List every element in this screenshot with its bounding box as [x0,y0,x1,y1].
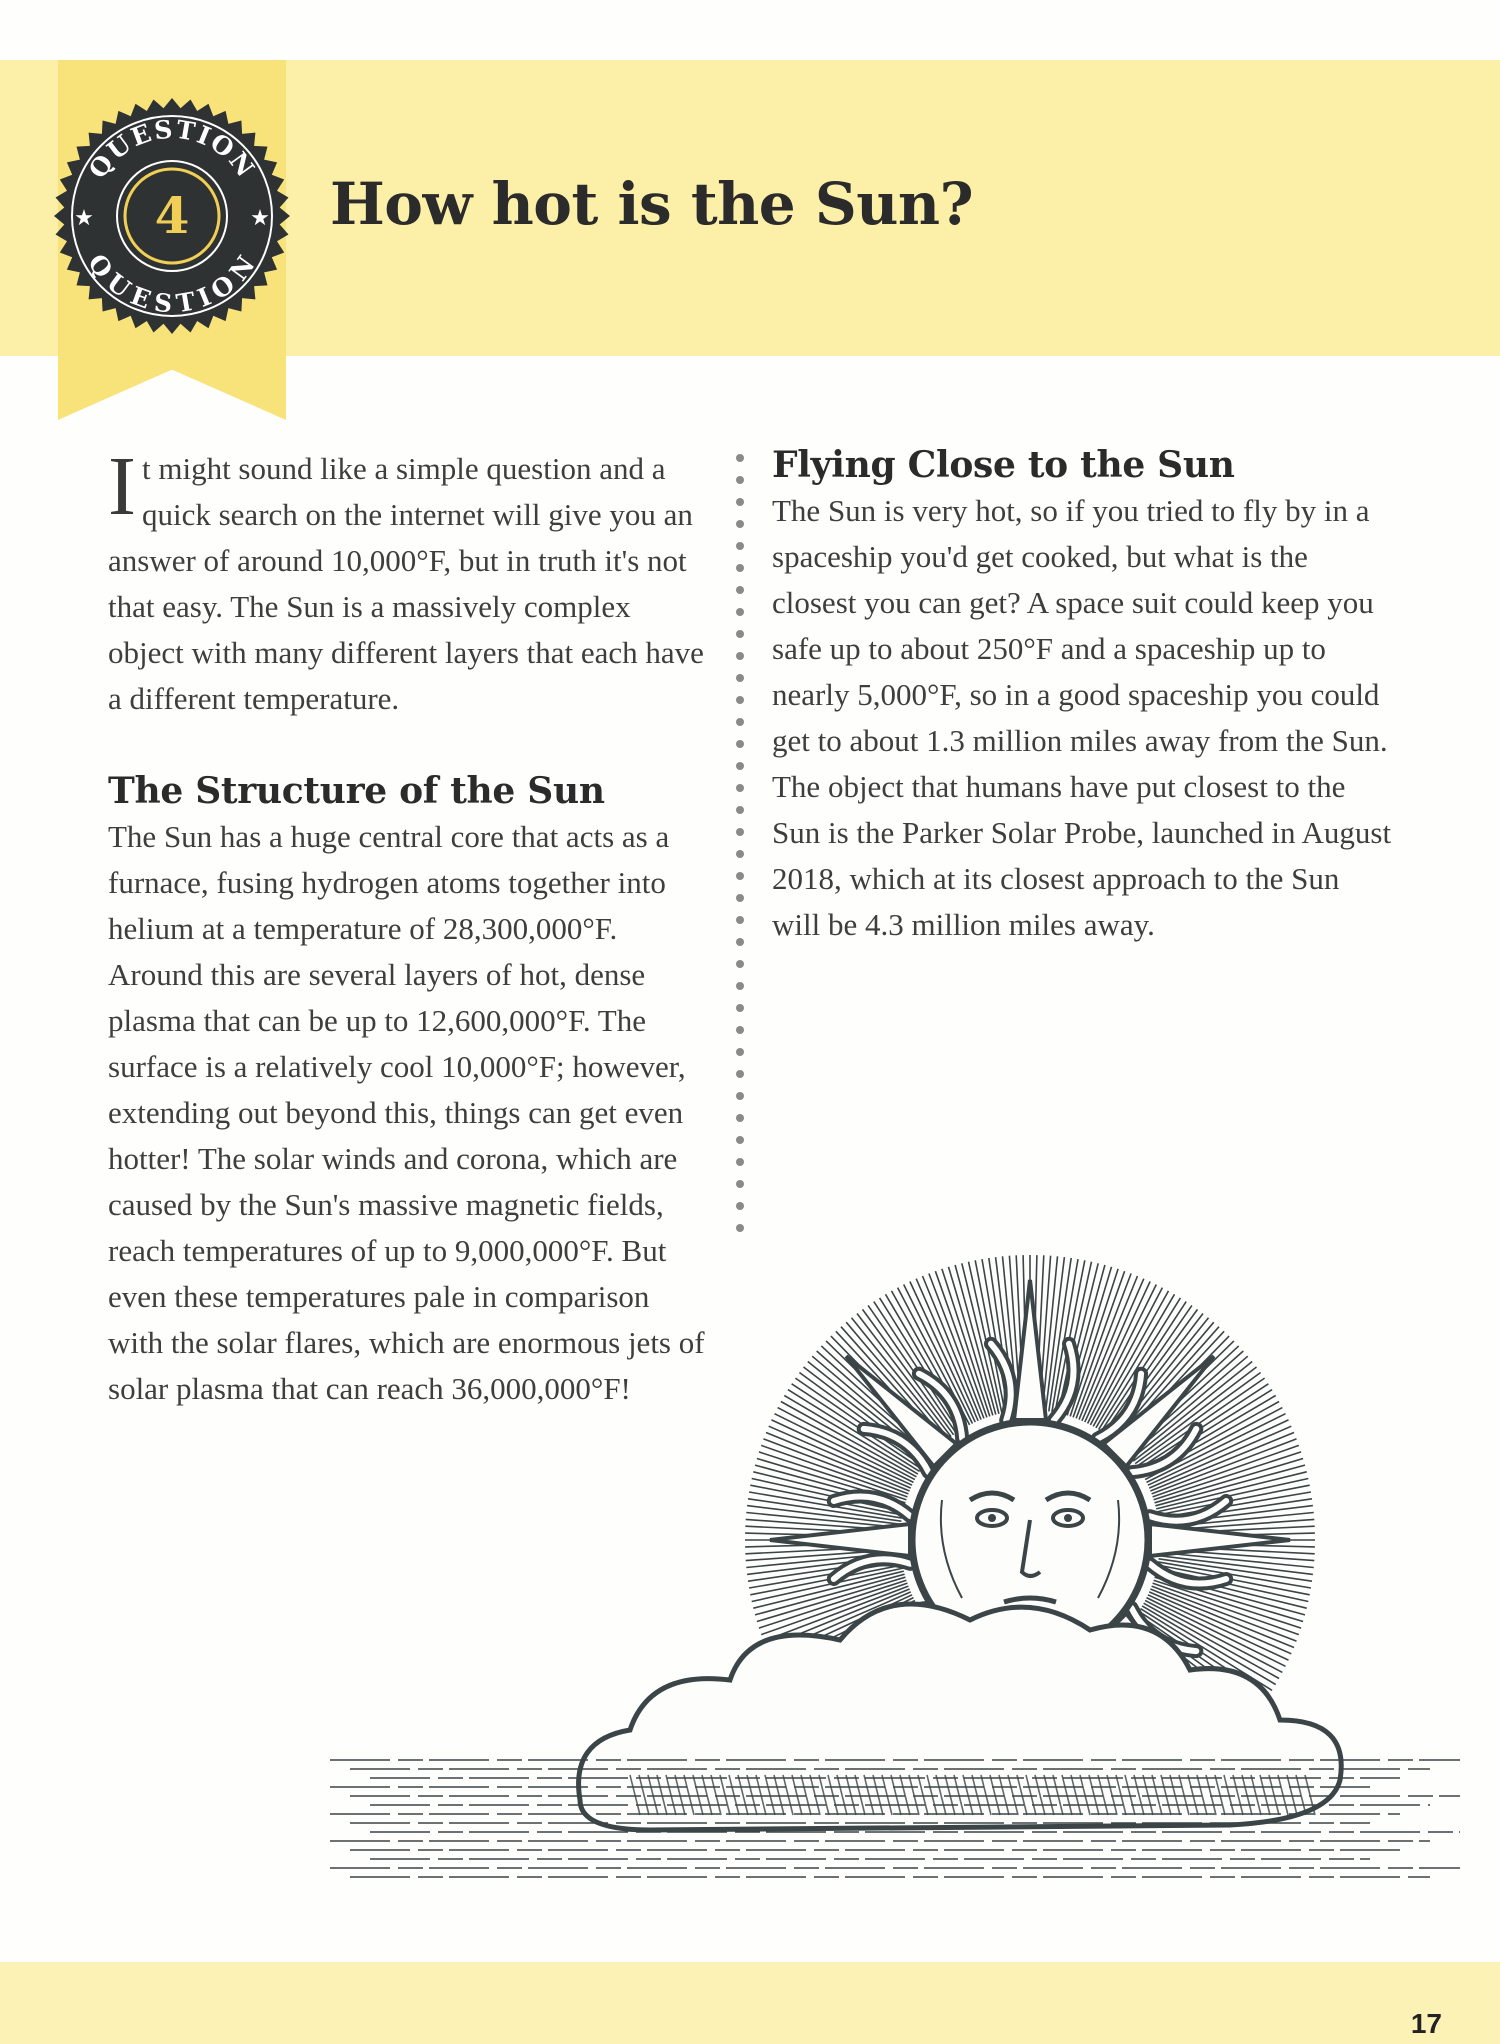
intro-paragraph [108,440,708,722]
right-column [772,442,1392,948]
badge-star-right-icon: ★ [250,205,270,230]
structure-heading: The Structure of the Sun [108,770,605,812]
flying-heading: Flying Close to the Sun [772,444,1235,486]
page-number: 17 [1410,2008,1442,2039]
footer-band [0,1962,1500,2044]
badge-word-top: QUESTION [82,114,262,184]
question-badge [52,96,292,336]
badge-word-bottom: QUESTION [81,249,263,319]
drop-cap: I [108,440,136,533]
column-divider-dots [732,450,748,1250]
intro-text: t might sound like a simple question and a quick search on the internet will give you an answer of around 10,000°F, but in truth it's not that easy. The Sun is a massively complex object with many different layers that each have a different temperature. [108,451,704,716]
structure-paragraph: The Sun has a huge central core that acts as a furnace, fusing hydrogen atoms together into helium at a temperature of 28,300,000°F. Around this are several layers of hot, dense plasma that can be up to 12,600,000°F. The surface is a relatively cool 10,000°F; however, extending out beyond this, things can get even hotter! The solar winds and corona, which are caused by the Sun's massive magnetic fields, reach temperatures of up to 9,000,000°F. But even these temperatures pale in comparison with the solar flares, which are enormous jets of solar plasma that can reach 36,000,000°F! [108,819,705,1406]
question-number: 4 [154,186,190,245]
flying-paragraph: The Sun is very hot, so if you tried to fly by in a spaceship you'd get cooked, but what is the closest you can get? A space suit could keep you safe up to about 250°F and a spaceship up to nearly 5,000°F, so in a good spaceship you could get to about 1.3 million miles away from the Sun. The object that humans have put closest to the Sun is the Parker Solar Probe, launched in August 2018, which at its closest approach to the Sun will be 4.3 million miles away. [772,493,1392,942]
sun-illustration [330,1200,1470,1920]
badge-star-left-icon: ★ [74,205,94,230]
page-title: How hot is the Sun? [330,170,974,238]
